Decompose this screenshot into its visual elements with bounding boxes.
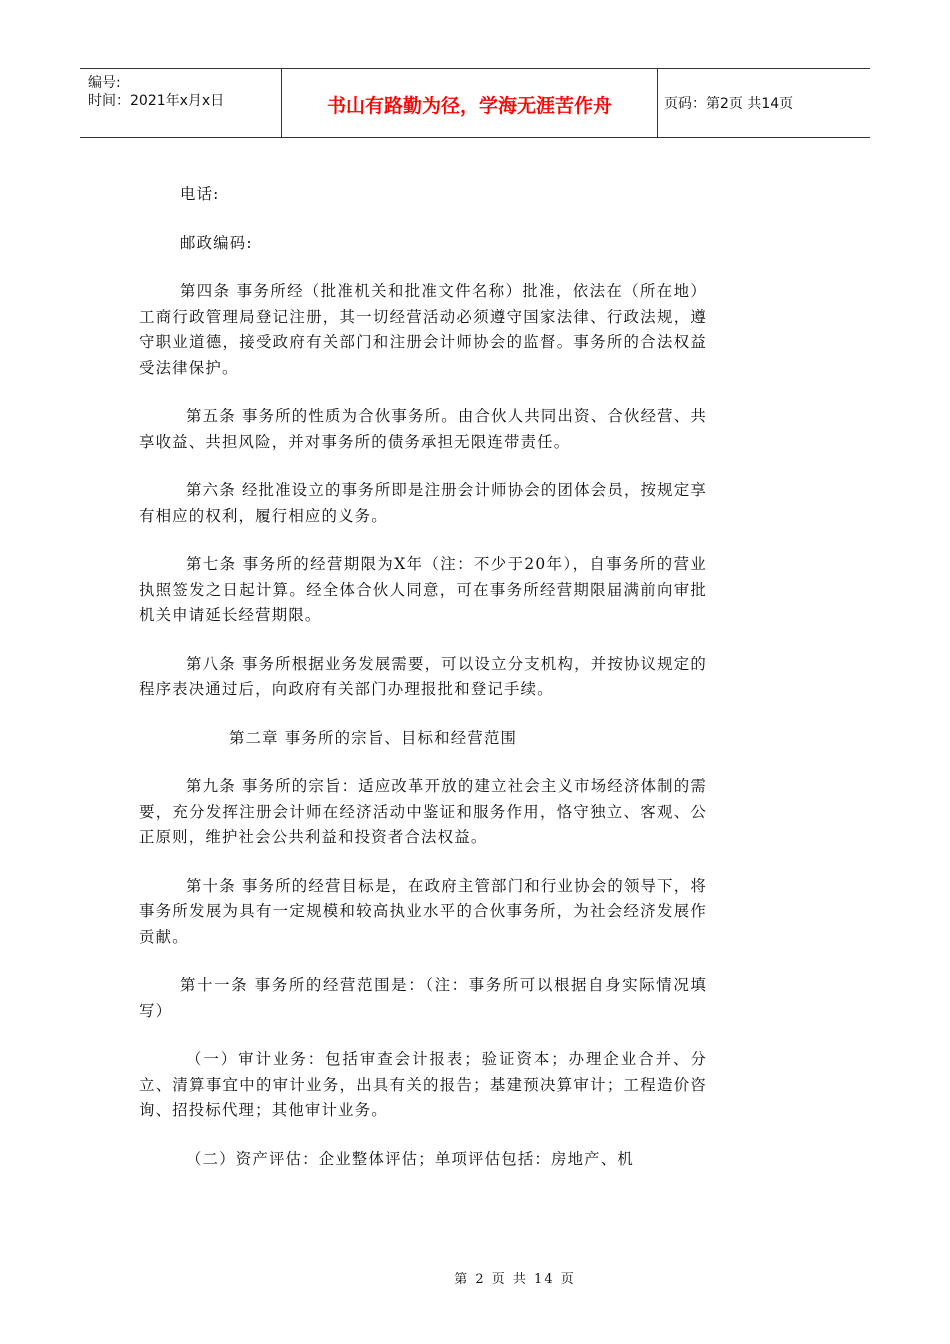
page-header [80, 68, 870, 138]
chapter-2-heading: 第二章 事务所的宗旨、目标和经营范围 [229, 728, 518, 747]
paragraph-article-5: 第五条 事务所的性质为合伙事务所。由合伙人共同出资、合伙经营、共享收益、共担风险，并对事务所的债务承担无限连带责任。 [139, 407, 707, 451]
header-meta [80, 69, 282, 137]
document-body [139, 182, 707, 1195]
paragraph-item-2: （二）资产评估：企业整体评估；单项评估包括：房地产、机 [186, 1149, 634, 1168]
paragraph-article-4: 第四条 事务所经（批准机关和批准文件名称）批准，依法在（所在地）工商行政管理局登记注册，其一切经营活动必须遵守国家法律、行政法规，遵守职业道德，接受政府有关部门和注册会计师协会的监督。事务所的合法权益受法律保护。 [139, 282, 707, 377]
paragraph-article-7: 第七条 事务所的经营期限为X年（注：不少于20年），自事务所的营业执照签发之日起计算。经全体合伙人同意，可在事务所经营期限届满前向审批机关申请延长经营期限。 [139, 555, 707, 624]
time-label: 时间：2021年x月x日 [88, 93, 225, 109]
paragraph-article-10: 第十条 事务所的经营目标是，在政府主管部门和行业协会的领导下，将事务所发展为具有一定规模和较高执业水平的合伙事务所，为社会经济发展作贡献。 [139, 876, 707, 946]
paragraph-article-6: 第六条 经批准设立的事务所即是注册会计师协会的团体会员，按规定享有相应的权利，履行相应的义务。 [139, 481, 707, 525]
paragraph-postcode: 邮政编码: [180, 233, 253, 252]
paragraph-item-1: （一）审计业务：包括审查会计报表；验证资本；办理企业合并、分立、清算事宜中的审计业务，出具有关的报告；基建预决算审计；工程造价咨询、招投标代理；其他审计业务。 [139, 1050, 707, 1119]
paragraph-article-8: 第八条 事务所根据业务发展需要，可以设立分支机构，并按协议规定的程序表决通过后，向政府有关部门办理报批和登记手续。 [139, 654, 707, 698]
header-motto: 书山有路勤为径，学海无涯苦作舟 [282, 69, 658, 137]
header-page-info: 页码：第2页 共14页 [664, 96, 794, 112]
page-footer: 第 2 页 共 14 页 [454, 1272, 576, 1287]
paragraph-phone: 电话: [180, 185, 220, 203]
serial-number-label: 编号: [88, 75, 121, 91]
paragraph-article-11: 第十一条 事务所的经营范围是：（注：事务所可以根据自身实际情况填写） [139, 976, 707, 1020]
paragraph-article-9: 第九条 事务所的宗旨：适应改革开放的建立社会主义市场经济体制的需要，充分发挥注册会计师在经济活动中鉴证和服务作用，恪守独立、客观、公正原则，维护社会公共利益和投资者合法权益。 [139, 777, 707, 846]
